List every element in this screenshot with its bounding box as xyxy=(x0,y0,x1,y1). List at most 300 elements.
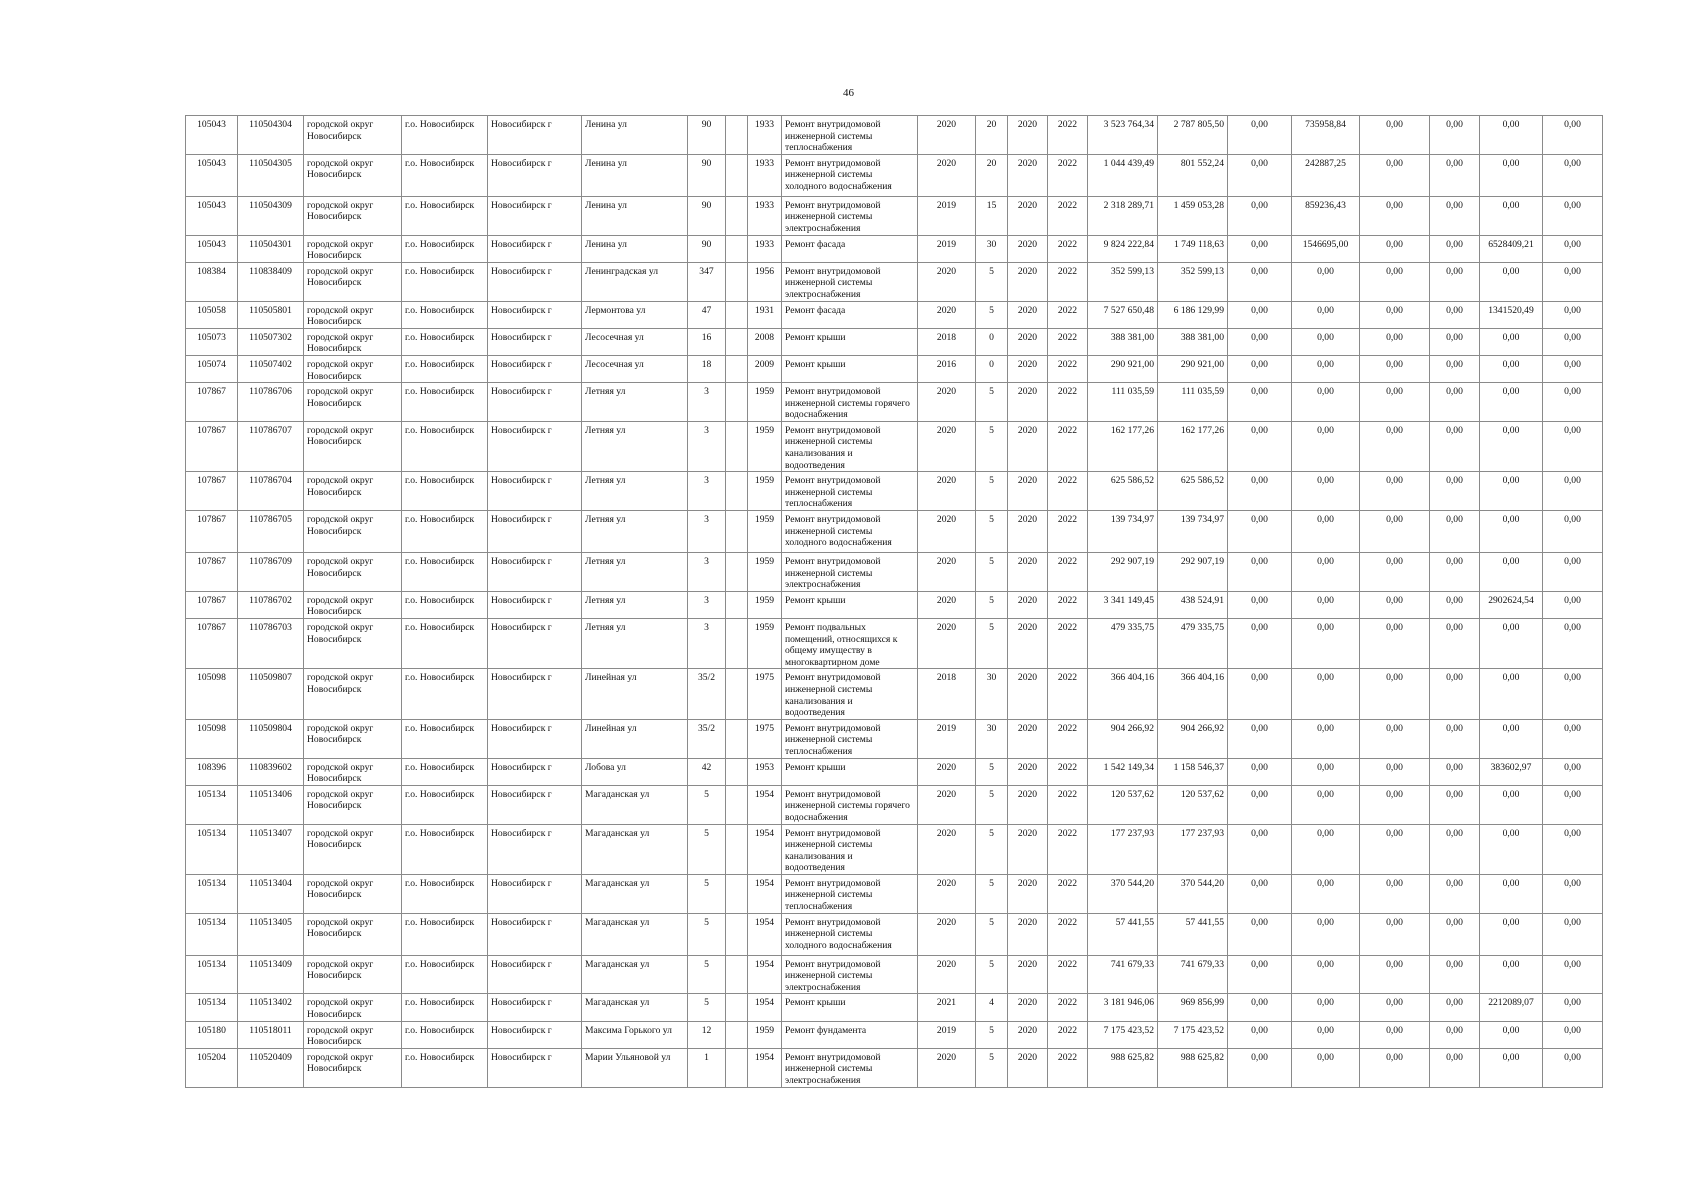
cell-extra-cost: 0,00 xyxy=(1543,116,1603,155)
cell-total-cost: 139 734,97 xyxy=(1088,511,1158,553)
cell-object-id: 105043 xyxy=(186,235,238,262)
cell-federal-cost: 0,00 xyxy=(1228,1021,1292,1048)
cell-total-cost: 1 542 149,34 xyxy=(1088,758,1158,785)
cell-work-type: Ремонт внутридомовой инженерной системы канализования и водоотведения xyxy=(782,669,918,719)
cell-house-number: 90 xyxy=(688,235,726,262)
cell-building xyxy=(726,421,748,471)
cell-house-number: 90 xyxy=(688,196,726,235)
cell-total-cost: 904 266,92 xyxy=(1088,719,1158,758)
cell-fund-cost: 111 035,59 xyxy=(1158,383,1228,422)
cell-other-cost: 0,00 xyxy=(1480,383,1543,422)
cell-municipal-district: г.о. Новосибирск xyxy=(402,874,488,913)
cell-other-cost: 0,00 xyxy=(1480,553,1543,592)
cell-wear-percent: 5 xyxy=(976,472,1008,511)
table-row xyxy=(186,235,1603,262)
cell-federal-cost: 0,00 xyxy=(1228,116,1292,155)
cell-building xyxy=(726,262,748,301)
cell-work-id: 110509807 xyxy=(238,669,304,719)
cell-house-number: 3 xyxy=(688,472,726,511)
table-row xyxy=(186,824,1603,874)
cell-local-cost: 0,00 xyxy=(1360,262,1430,301)
cell-federal-cost: 0,00 xyxy=(1228,994,1292,1021)
cell-municipality: городской округ Новосибирск xyxy=(304,994,402,1021)
cell-year-built: 1954 xyxy=(748,955,782,994)
cell-fund-cost: 139 734,97 xyxy=(1158,511,1228,553)
cell-plan-end-year: 2022 xyxy=(1048,472,1088,511)
cell-year-built: 1975 xyxy=(748,669,782,719)
cell-municipality: городской округ Новосибирск xyxy=(304,235,402,262)
cell-house-number: 5 xyxy=(688,824,726,874)
cell-plan-end-year: 2022 xyxy=(1048,196,1088,235)
cell-owners-cost: 0,00 xyxy=(1430,913,1480,955)
cell-plan-start-year: 2020 xyxy=(1008,758,1048,785)
cell-plan-start-year: 2020 xyxy=(1008,154,1048,196)
cell-street: Лермонтова ул xyxy=(582,301,688,328)
cell-local-cost: 0,00 xyxy=(1360,994,1430,1021)
cell-building xyxy=(726,758,748,785)
cell-building xyxy=(726,591,748,618)
cell-local-cost: 0,00 xyxy=(1360,196,1430,235)
table-row xyxy=(186,472,1603,511)
cell-object-id: 107867 xyxy=(186,511,238,553)
cell-work-id: 110513404 xyxy=(238,874,304,913)
cell-year-built: 1953 xyxy=(748,758,782,785)
cell-street: Марии Ульяновой ул xyxy=(582,1048,688,1087)
cell-municipal-district: г.о. Новосибирск xyxy=(402,235,488,262)
cell-last-repair-year: 2020 xyxy=(918,591,976,618)
cell-plan-end-year: 2022 xyxy=(1048,758,1088,785)
registry-table xyxy=(185,115,1603,1088)
cell-regional-cost: 242887,25 xyxy=(1292,154,1360,196)
cell-plan-start-year: 2020 xyxy=(1008,719,1048,758)
cell-object-id: 105098 xyxy=(186,719,238,758)
cell-wear-percent: 20 xyxy=(976,116,1008,155)
cell-plan-end-year: 2022 xyxy=(1048,154,1088,196)
cell-year-built: 1959 xyxy=(748,1021,782,1048)
cell-last-repair-year: 2020 xyxy=(918,553,976,592)
cell-municipal-district: г.о. Новосибирск xyxy=(402,758,488,785)
cell-municipality: городской округ Новосибирск xyxy=(304,154,402,196)
cell-plan-start-year: 2020 xyxy=(1008,785,1048,824)
cell-municipality: городской округ Новосибирск xyxy=(304,1021,402,1048)
cell-last-repair-year: 2016 xyxy=(918,355,976,382)
cell-fund-cost: 177 237,93 xyxy=(1158,824,1228,874)
cell-municipal-district: г.о. Новосибирск xyxy=(402,719,488,758)
cell-settlement: Новосибирск г xyxy=(488,383,582,422)
cell-street: Линейная ул xyxy=(582,719,688,758)
cell-object-id: 105043 xyxy=(186,116,238,155)
cell-regional-cost: 0,00 xyxy=(1292,824,1360,874)
cell-extra-cost: 0,00 xyxy=(1543,719,1603,758)
cell-last-repair-year: 2019 xyxy=(918,196,976,235)
cell-building xyxy=(726,719,748,758)
cell-local-cost: 0,00 xyxy=(1360,1048,1430,1087)
cell-last-repair-year: 2020 xyxy=(918,116,976,155)
cell-fund-cost: 1 459 053,28 xyxy=(1158,196,1228,235)
cell-extra-cost: 0,00 xyxy=(1543,355,1603,382)
cell-wear-percent: 5 xyxy=(976,262,1008,301)
cell-street: Ленина ул xyxy=(582,116,688,155)
cell-last-repair-year: 2018 xyxy=(918,328,976,355)
cell-object-id: 107867 xyxy=(186,472,238,511)
cell-settlement: Новосибирск г xyxy=(488,785,582,824)
cell-local-cost: 0,00 xyxy=(1360,328,1430,355)
cell-regional-cost: 0,00 xyxy=(1292,301,1360,328)
cell-wear-percent: 5 xyxy=(976,619,1008,669)
cell-object-id: 107867 xyxy=(186,383,238,422)
cell-fund-cost: 741 679,33 xyxy=(1158,955,1228,994)
cell-total-cost: 3 181 946,06 xyxy=(1088,994,1158,1021)
cell-year-built: 2008 xyxy=(748,328,782,355)
cell-fund-cost: 625 586,52 xyxy=(1158,472,1228,511)
cell-work-id: 110504309 xyxy=(238,196,304,235)
cell-object-id: 105134 xyxy=(186,785,238,824)
cell-regional-cost: 0,00 xyxy=(1292,913,1360,955)
cell-owners-cost: 0,00 xyxy=(1430,824,1480,874)
cell-extra-cost: 0,00 xyxy=(1543,994,1603,1021)
cell-other-cost: 6528409,21 xyxy=(1480,235,1543,262)
table-row xyxy=(186,383,1603,422)
table-row xyxy=(186,758,1603,785)
table-row xyxy=(186,196,1603,235)
cell-municipality: городской округ Новосибирск xyxy=(304,421,402,471)
cell-regional-cost: 0,00 xyxy=(1292,669,1360,719)
cell-settlement: Новосибирск г xyxy=(488,994,582,1021)
cell-year-built: 1959 xyxy=(748,553,782,592)
table-row xyxy=(186,619,1603,669)
cell-object-id: 105058 xyxy=(186,301,238,328)
cell-plan-start-year: 2020 xyxy=(1008,196,1048,235)
cell-owners-cost: 0,00 xyxy=(1430,421,1480,471)
cell-municipal-district: г.о. Новосибирск xyxy=(402,955,488,994)
cell-fund-cost: 290 921,00 xyxy=(1158,355,1228,382)
cell-street: Лесосечная ул xyxy=(582,328,688,355)
cell-regional-cost: 859236,43 xyxy=(1292,196,1360,235)
cell-building xyxy=(726,824,748,874)
cell-plan-end-year: 2022 xyxy=(1048,235,1088,262)
cell-object-id: 105043 xyxy=(186,154,238,196)
cell-plan-start-year: 2020 xyxy=(1008,824,1048,874)
cell-last-repair-year: 2020 xyxy=(918,874,976,913)
cell-house-number: 5 xyxy=(688,785,726,824)
table-row xyxy=(186,913,1603,955)
cell-municipal-district: г.о. Новосибирск xyxy=(402,553,488,592)
cell-other-cost: 0,00 xyxy=(1480,1021,1543,1048)
cell-plan-end-year: 2022 xyxy=(1048,719,1088,758)
cell-settlement: Новосибирск г xyxy=(488,1048,582,1087)
cell-owners-cost: 0,00 xyxy=(1430,235,1480,262)
cell-plan-start-year: 2020 xyxy=(1008,591,1048,618)
cell-building xyxy=(726,874,748,913)
cell-work-id: 110786707 xyxy=(238,421,304,471)
cell-fund-cost: 292 907,19 xyxy=(1158,553,1228,592)
cell-settlement: Новосибирск г xyxy=(488,874,582,913)
cell-municipality: городской округ Новосибирск xyxy=(304,824,402,874)
cell-house-number: 3 xyxy=(688,511,726,553)
cell-work-id: 110504301 xyxy=(238,235,304,262)
table-row xyxy=(186,421,1603,471)
cell-plan-end-year: 2022 xyxy=(1048,1048,1088,1087)
cell-building xyxy=(726,785,748,824)
cell-total-cost: 625 586,52 xyxy=(1088,472,1158,511)
cell-extra-cost: 0,00 xyxy=(1543,328,1603,355)
cell-year-built: 1959 xyxy=(748,511,782,553)
cell-street: Магаданская ул xyxy=(582,913,688,955)
cell-plan-end-year: 2022 xyxy=(1048,511,1088,553)
cell-wear-percent: 30 xyxy=(976,719,1008,758)
cell-federal-cost: 0,00 xyxy=(1228,785,1292,824)
cell-year-built: 1959 xyxy=(748,383,782,422)
cell-wear-percent: 5 xyxy=(976,511,1008,553)
cell-last-repair-year: 2019 xyxy=(918,719,976,758)
cell-extra-cost: 0,00 xyxy=(1543,874,1603,913)
cell-owners-cost: 0,00 xyxy=(1430,955,1480,994)
cell-federal-cost: 0,00 xyxy=(1228,1048,1292,1087)
cell-street: Летняя ул xyxy=(582,619,688,669)
cell-municipal-district: г.о. Новосибирск xyxy=(402,262,488,301)
cell-municipal-district: г.о. Новосибирск xyxy=(402,301,488,328)
cell-work-type: Ремонт внутридомовой инженерной системы канализования и водоотведения xyxy=(782,421,918,471)
table-row xyxy=(186,1048,1603,1087)
cell-street: Ленинградская ул xyxy=(582,262,688,301)
cell-fund-cost: 438 524,91 xyxy=(1158,591,1228,618)
cell-total-cost: 111 035,59 xyxy=(1088,383,1158,422)
cell-year-built: 1954 xyxy=(748,994,782,1021)
cell-work-id: 110509804 xyxy=(238,719,304,758)
cell-fund-cost: 2 787 805,50 xyxy=(1158,116,1228,155)
cell-house-number: 3 xyxy=(688,421,726,471)
cell-work-type: Ремонт фундамента xyxy=(782,1021,918,1048)
cell-fund-cost: 388 381,00 xyxy=(1158,328,1228,355)
cell-house-number: 35/2 xyxy=(688,669,726,719)
cell-fund-cost: 1 158 546,37 xyxy=(1158,758,1228,785)
cell-owners-cost: 0,00 xyxy=(1430,116,1480,155)
cell-local-cost: 0,00 xyxy=(1360,301,1430,328)
cell-wear-percent: 5 xyxy=(976,591,1008,618)
table-row xyxy=(186,116,1603,155)
cell-owners-cost: 0,00 xyxy=(1430,758,1480,785)
cell-wear-percent: 5 xyxy=(976,1048,1008,1087)
cell-municipal-district: г.о. Новосибирск xyxy=(402,669,488,719)
cell-other-cost: 0,00 xyxy=(1480,719,1543,758)
cell-last-repair-year: 2021 xyxy=(918,994,976,1021)
cell-work-type: Ремонт внутридомовой инженерной системы электроснабжения xyxy=(782,553,918,592)
cell-building xyxy=(726,553,748,592)
cell-building xyxy=(726,355,748,382)
cell-municipal-district: г.о. Новосибирск xyxy=(402,328,488,355)
cell-building xyxy=(726,994,748,1021)
cell-owners-cost: 0,00 xyxy=(1430,994,1480,1021)
cell-work-type: Ремонт внутридомовой инженерной системы теплоснабжения xyxy=(782,874,918,913)
cell-building xyxy=(726,511,748,553)
cell-house-number: 47 xyxy=(688,301,726,328)
cell-street: Ленина ул xyxy=(582,235,688,262)
cell-house-number: 12 xyxy=(688,1021,726,1048)
cell-work-type: Ремонт крыши xyxy=(782,355,918,382)
cell-federal-cost: 0,00 xyxy=(1228,913,1292,955)
cell-house-number: 90 xyxy=(688,116,726,155)
cell-object-id: 107867 xyxy=(186,619,238,669)
cell-municipal-district: г.о. Новосибирск xyxy=(402,116,488,155)
cell-federal-cost: 0,00 xyxy=(1228,301,1292,328)
cell-last-repair-year: 2020 xyxy=(918,472,976,511)
cell-year-built: 1959 xyxy=(748,472,782,511)
cell-plan-start-year: 2020 xyxy=(1008,1021,1048,1048)
page-number: 46 xyxy=(843,87,854,99)
cell-plan-start-year: 2020 xyxy=(1008,874,1048,913)
cell-total-cost: 7 527 650,48 xyxy=(1088,301,1158,328)
cell-house-number: 35/2 xyxy=(688,719,726,758)
cell-owners-cost: 0,00 xyxy=(1430,472,1480,511)
cell-other-cost: 0,00 xyxy=(1480,154,1543,196)
cell-fund-cost: 988 625,82 xyxy=(1158,1048,1228,1087)
cell-federal-cost: 0,00 xyxy=(1228,328,1292,355)
cell-regional-cost: 735958,84 xyxy=(1292,116,1360,155)
cell-street: Лесосечная ул xyxy=(582,355,688,382)
cell-municipal-district: г.о. Новосибирск xyxy=(402,1021,488,1048)
cell-plan-end-year: 2022 xyxy=(1048,994,1088,1021)
cell-work-type: Ремонт подвальных помещений, относящихся к общему имуществу в многоквартирном доме xyxy=(782,619,918,669)
cell-extra-cost: 0,00 xyxy=(1543,1048,1603,1087)
cell-last-repair-year: 2020 xyxy=(918,824,976,874)
cell-other-cost: 0,00 xyxy=(1480,619,1543,669)
cell-work-id: 110513406 xyxy=(238,785,304,824)
cell-plan-end-year: 2022 xyxy=(1048,262,1088,301)
cell-last-repair-year: 2020 xyxy=(918,154,976,196)
cell-street: Линейная ул xyxy=(582,669,688,719)
cell-plan-end-year: 2022 xyxy=(1048,355,1088,382)
cell-wear-percent: 5 xyxy=(976,785,1008,824)
cell-federal-cost: 0,00 xyxy=(1228,874,1292,913)
cell-wear-percent: 0 xyxy=(976,328,1008,355)
cell-municipality: городской округ Новосибирск xyxy=(304,619,402,669)
cell-extra-cost: 0,00 xyxy=(1543,511,1603,553)
cell-municipal-district: г.о. Новосибирск xyxy=(402,511,488,553)
cell-year-built: 1975 xyxy=(748,719,782,758)
cell-owners-cost: 0,00 xyxy=(1430,196,1480,235)
cell-extra-cost: 0,00 xyxy=(1543,955,1603,994)
cell-work-id: 110518011 xyxy=(238,1021,304,1048)
cell-owners-cost: 0,00 xyxy=(1430,301,1480,328)
cell-total-cost: 7 175 423,52 xyxy=(1088,1021,1158,1048)
cell-extra-cost: 0,00 xyxy=(1543,154,1603,196)
cell-local-cost: 0,00 xyxy=(1360,785,1430,824)
cell-building xyxy=(726,619,748,669)
cell-settlement: Новосибирск г xyxy=(488,511,582,553)
cell-fund-cost: 370 544,20 xyxy=(1158,874,1228,913)
cell-plan-start-year: 2020 xyxy=(1008,913,1048,955)
cell-building xyxy=(726,1021,748,1048)
cell-owners-cost: 0,00 xyxy=(1430,669,1480,719)
cell-work-type: Ремонт крыши xyxy=(782,994,918,1021)
cell-owners-cost: 0,00 xyxy=(1430,154,1480,196)
cell-extra-cost: 0,00 xyxy=(1543,421,1603,471)
cell-other-cost: 0,00 xyxy=(1480,669,1543,719)
table-row xyxy=(186,719,1603,758)
cell-last-repair-year: 2020 xyxy=(918,421,976,471)
cell-plan-end-year: 2022 xyxy=(1048,824,1088,874)
cell-total-cost: 290 921,00 xyxy=(1088,355,1158,382)
cell-last-repair-year: 2020 xyxy=(918,1048,976,1087)
cell-settlement: Новосибирск г xyxy=(488,328,582,355)
cell-year-built: 1954 xyxy=(748,874,782,913)
cell-owners-cost: 0,00 xyxy=(1430,874,1480,913)
cell-municipal-district: г.о. Новосибирск xyxy=(402,913,488,955)
table-row xyxy=(186,301,1603,328)
cell-settlement: Новосибирск г xyxy=(488,355,582,382)
cell-total-cost: 388 381,00 xyxy=(1088,328,1158,355)
cell-other-cost: 0,00 xyxy=(1480,355,1543,382)
cell-wear-percent: 5 xyxy=(976,824,1008,874)
cell-other-cost: 0,00 xyxy=(1480,328,1543,355)
cell-plan-end-year: 2022 xyxy=(1048,383,1088,422)
cell-plan-start-year: 2020 xyxy=(1008,235,1048,262)
cell-municipal-district: г.о. Новосибирск xyxy=(402,824,488,874)
cell-wear-percent: 5 xyxy=(976,913,1008,955)
cell-street: Магаданская ул xyxy=(582,874,688,913)
cell-plan-start-year: 2020 xyxy=(1008,421,1048,471)
cell-plan-end-year: 2022 xyxy=(1048,619,1088,669)
cell-federal-cost: 0,00 xyxy=(1228,669,1292,719)
cell-object-id: 105134 xyxy=(186,913,238,955)
cell-work-id: 110507302 xyxy=(238,328,304,355)
cell-municipality: городской округ Новосибирск xyxy=(304,955,402,994)
cell-street: Летняя ул xyxy=(582,591,688,618)
cell-municipality: городской округ Новосибирск xyxy=(304,511,402,553)
cell-work-id: 110786705 xyxy=(238,511,304,553)
cell-extra-cost: 0,00 xyxy=(1543,619,1603,669)
cell-settlement: Новосибирск г xyxy=(488,262,582,301)
cell-wear-percent: 5 xyxy=(976,383,1008,422)
cell-regional-cost: 0,00 xyxy=(1292,553,1360,592)
cell-street: Летняя ул xyxy=(582,383,688,422)
cell-work-id: 110786703 xyxy=(238,619,304,669)
cell-plan-start-year: 2020 xyxy=(1008,383,1048,422)
cell-owners-cost: 0,00 xyxy=(1430,328,1480,355)
cell-last-repair-year: 2020 xyxy=(918,383,976,422)
cell-fund-cost: 904 266,92 xyxy=(1158,719,1228,758)
cell-last-repair-year: 2020 xyxy=(918,955,976,994)
cell-extra-cost: 0,00 xyxy=(1543,383,1603,422)
cell-settlement: Новосибирск г xyxy=(488,235,582,262)
cell-federal-cost: 0,00 xyxy=(1228,154,1292,196)
cell-building xyxy=(726,116,748,155)
cell-federal-cost: 0,00 xyxy=(1228,511,1292,553)
cell-other-cost: 0,00 xyxy=(1480,421,1543,471)
cell-plan-end-year: 2022 xyxy=(1048,785,1088,824)
cell-local-cost: 0,00 xyxy=(1360,591,1430,618)
cell-year-built: 1933 xyxy=(748,154,782,196)
cell-municipal-district: г.о. Новосибирск xyxy=(402,994,488,1021)
cell-other-cost: 0,00 xyxy=(1480,874,1543,913)
cell-federal-cost: 0,00 xyxy=(1228,383,1292,422)
cell-building xyxy=(726,301,748,328)
cell-municipal-district: г.о. Новосибирск xyxy=(402,619,488,669)
cell-municipality: городской округ Новосибирск xyxy=(304,785,402,824)
cell-year-built: 1933 xyxy=(748,196,782,235)
cell-last-repair-year: 2020 xyxy=(918,785,976,824)
cell-work-type: Ремонт внутридомовой инженерной системы электроснабжения xyxy=(782,262,918,301)
cell-settlement: Новосибирск г xyxy=(488,1021,582,1048)
cell-owners-cost: 0,00 xyxy=(1430,785,1480,824)
cell-year-built: 1959 xyxy=(748,591,782,618)
table-row xyxy=(186,262,1603,301)
cell-work-type: Ремонт фасада xyxy=(782,235,918,262)
cell-regional-cost: 0,00 xyxy=(1292,1048,1360,1087)
cell-year-built: 2009 xyxy=(748,355,782,382)
cell-settlement: Новосибирск г xyxy=(488,719,582,758)
cell-house-number: 3 xyxy=(688,591,726,618)
